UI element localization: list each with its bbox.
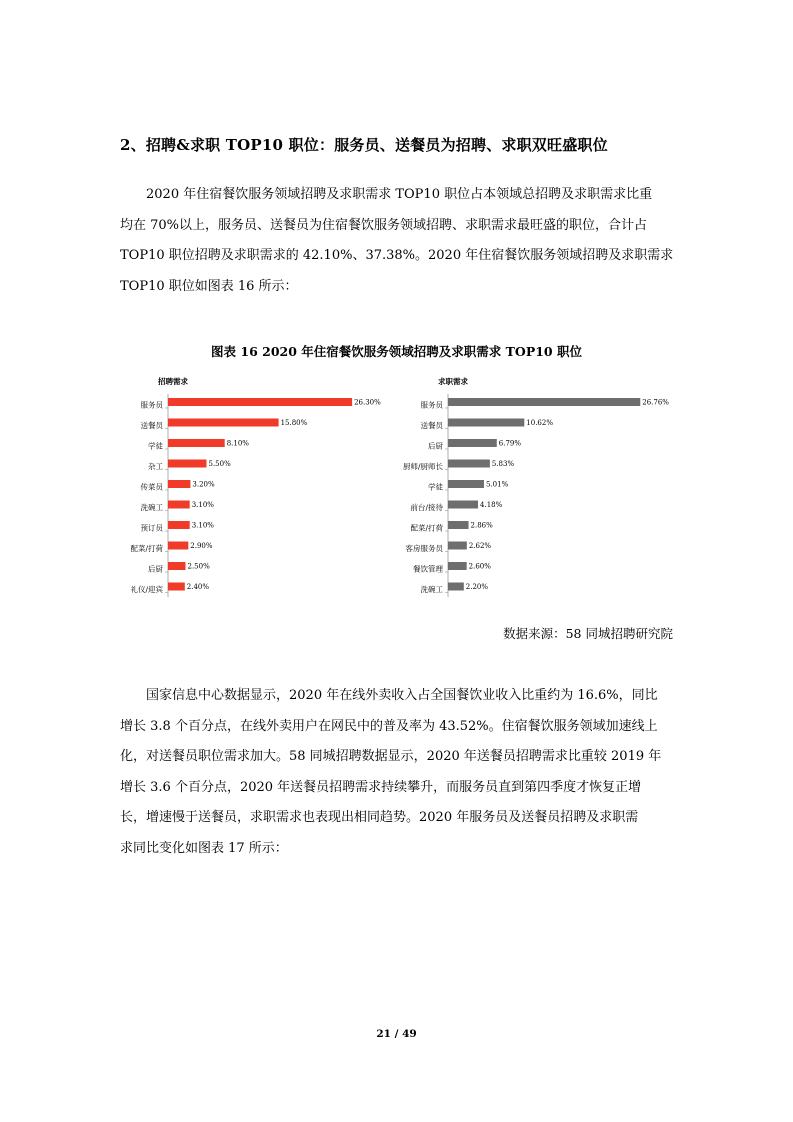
recruitment-demand-chart (110, 372, 390, 602)
bar (168, 501, 190, 509)
category-label: 学徒 (148, 441, 163, 451)
bar (448, 562, 467, 570)
value-label: 5.83% (491, 460, 515, 468)
category-label: 配菜/打荷 (130, 544, 163, 553)
bar (168, 480, 190, 488)
category-label: 前台/接待 (410, 503, 443, 512)
paragraph-line: 增长 3.8 个百分点，在线外卖用户在网民中的普及率为 43.52%。住宿餐饮服务领域加速线上 (120, 718, 658, 734)
bar (448, 542, 467, 550)
bar (448, 480, 484, 488)
paragraph-line: TOP10 职位招聘及求职需求的 42.10%、37.38%。2020 年住宿餐饮服务领域招聘及求职需求 (120, 248, 674, 263)
value-label: 5.01% (485, 480, 509, 489)
value-label: 2.90% (190, 542, 213, 550)
bar (168, 398, 352, 406)
value-label: 8.10% (226, 439, 249, 448)
value-label: 2.50% (187, 562, 210, 571)
value-label: 6.79% (498, 439, 522, 448)
paragraph-line: 国家信息中心数据显示，2020 年在线外卖收入占全国餐饮业收入比重约为 16.6%，同比 (146, 688, 658, 703)
category-label: 学徒 (428, 482, 443, 492)
category-label: 礼仪/迎宾 (130, 585, 163, 594)
category-label: 配菜/打荷 (410, 523, 443, 533)
value-label: 2.60% (468, 562, 491, 571)
value-label: 2.20% (465, 583, 489, 591)
chart-title: 求职需求 (438, 377, 468, 386)
chart-title: 招聘需求 (158, 377, 188, 386)
paragraph-line: 均在 70%以上，服务员、送餐员为住宿餐饮服务领域招聘、求职需求最旺盛的职位，合计占 (120, 217, 648, 233)
category-label: 预订员 (140, 523, 163, 533)
bar (168, 521, 190, 529)
paragraph-line: 长，增速慢于送餐员，求职需求也表现出相同趋势。2020 年服务员及送餐员招聘及求职需 (120, 810, 639, 825)
value-label: 2.62% (468, 542, 492, 550)
data-source: 数据来源：58 同城招聘研究院 (503, 626, 673, 641)
paragraph-2 (120, 681, 673, 864)
paragraph-line: TOP10 职位如图表 16 所示： (120, 278, 298, 294)
value-label: 15.80% (280, 419, 308, 427)
bar (448, 460, 490, 468)
value-label: 2.86% (470, 521, 493, 530)
category-label: 厨师/厨师长 (402, 462, 443, 471)
value-label: 2.40% (186, 583, 210, 591)
value-label: 26.76% (642, 398, 669, 407)
category-label: 洗碗工 (140, 503, 163, 512)
category-label: 送餐员 (140, 421, 163, 430)
category-label: 传菜员 (140, 482, 163, 492)
category-label: 后厨 (148, 564, 163, 574)
job-seeking-demand-chart (390, 372, 680, 602)
value-label: 3.10% (191, 521, 214, 530)
page-number: 21 / 49 (376, 1028, 417, 1040)
category-label: 服务员 (140, 400, 163, 410)
category-label: 后厨 (428, 441, 443, 451)
value-label: 4.18% (480, 501, 503, 509)
value-label: 3.10% (191, 501, 214, 509)
value-label: 26.30% (354, 398, 381, 407)
paragraph-line: 增长 3.6 个百分点，2020 年送餐员招聘需求持续攀升，而服务员直到第四季度才恢复正增 (120, 779, 642, 795)
bar (168, 419, 279, 427)
category-label: 客房服务员 (405, 544, 443, 553)
paragraph-line: 2020 年住宿餐饮服务领域招聘及求职需求 TOP10 职位占本领域总招聘及求职需求比重 (146, 187, 653, 202)
bar (168, 562, 186, 570)
category-label: 杂工 (148, 462, 163, 471)
category-label: 服务员 (420, 400, 443, 410)
paragraph-line: 化，对送餐员职位需求加大。58 同城招聘数据显示，2020 年送餐员招聘需求比重较 2019 年 (120, 749, 662, 764)
figure-title: 图表 16 2020 年住宿餐饮服务领域招聘及求职需求 TOP10 职位 (211, 344, 582, 359)
bar (168, 542, 188, 550)
value-label: 3.20% (192, 480, 215, 489)
category-label: 送餐员 (420, 421, 443, 430)
section-heading: 2、招聘&求职 TOP10 职位：服务员、送餐员为招聘、求职双旺盛职位 (120, 136, 608, 154)
category-label: 餐饮管理 (413, 564, 443, 574)
paragraph-line: 求同比变化如图表 17 所示： (120, 840, 288, 856)
bar (448, 439, 497, 447)
bar (448, 583, 464, 591)
paragraph-1 (120, 180, 673, 302)
value-label: 5.50% (208, 460, 231, 468)
bar (168, 460, 207, 468)
bar (168, 439, 225, 447)
bar (448, 419, 524, 427)
bar (448, 521, 469, 529)
value-label: 10.62% (526, 419, 554, 427)
category-label: 洗碗工 (420, 585, 443, 594)
bar (448, 501, 478, 509)
bar (168, 583, 185, 591)
bar (448, 398, 640, 406)
